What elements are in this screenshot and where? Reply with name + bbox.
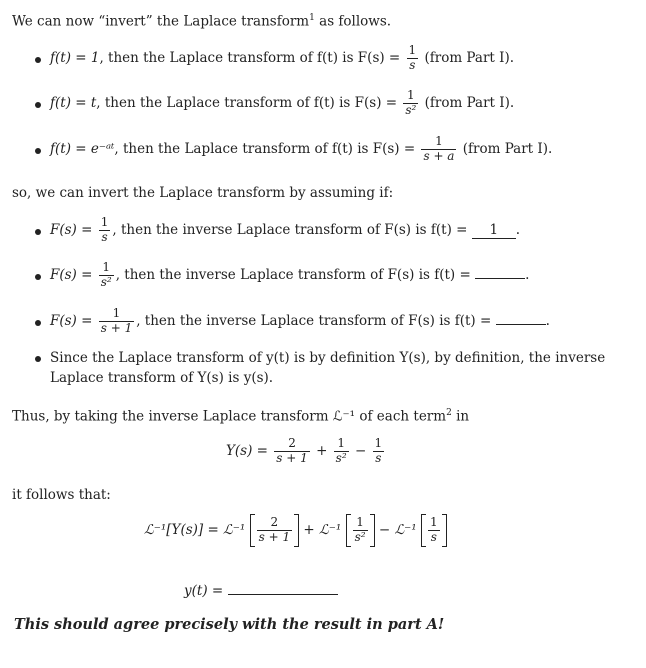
fraction: $\frac{1}{s + 1}$ — [100, 306, 133, 335]
inverse-item-1: F(s) = $\frac{1}{s}$ , then the inverse Laplace transform of F(s) is f(t) = 1 . — [50, 215, 521, 244]
fraction: $\frac{1}{s}$ — [374, 436, 383, 465]
fraction: $\frac{1}{s + a}$ — [423, 134, 455, 163]
fraction: $\frac{1}{\text{s²}}$ — [335, 436, 347, 465]
yt-line: y(t) = — [184, 583, 338, 599]
inverse-equation: ℒ⁻¹[Y(s)] = ℒ⁻¹ $\frac{2}{s + 1}$ + ℒ⁻¹ $\frac{1}{\text{s²}}$ − ℒ⁻¹ $\frac{1}{s}$ — [144, 516, 447, 545]
fraction: $\frac{1}{s}$ — [408, 43, 417, 72]
fraction: $\frac{2}{s + 1}$ — [276, 436, 308, 465]
since-item-line1: Since the Laplace transform of y(t) is by definition Y(s), by definition, the inverse — [50, 350, 606, 366]
so-line: so, we can invert the Laplace transform by assuming if: — [12, 185, 394, 201]
forward-item-3: f(t) = e⁻ᵃᵗ, then the Laplace transform of f(t) is F(s) = $\frac{1}{s + a}$ (from Part I). — [50, 134, 553, 163]
intro-line — [12, 13, 391, 30]
thus-line: Thus, by taking the inverse Laplace transform ℒ⁻¹ of each term$^2$ in — [12, 408, 470, 425]
answer-blank[interactable] — [475, 278, 525, 279]
yt-answer-blank[interactable] — [228, 594, 338, 595]
inverse-item-3: F(s) = $\frac{1}{s + 1}$ , then the inverse Laplace transform of F(s) is f(t) = . — [50, 306, 550, 335]
fraction: $\frac{1}{\text{s²}}$ — [405, 88, 417, 117]
bullet-icon — [35, 320, 41, 326]
footnote-marker-2: 2 — [446, 408, 452, 418]
bullet-icon — [35, 148, 41, 154]
bullet-icon — [35, 356, 41, 362]
bullet-icon — [35, 274, 41, 280]
forward-item-1: f(t) = 1, then the Laplace transform of f(t) is F(s) = $\frac{1}{s}$ (from Part I). — [50, 43, 515, 72]
intro-text: We can now “invert” the Laplace transform — [12, 13, 310, 30]
bracket: $\frac{1}{\text{s²}}$ — [346, 516, 375, 545]
intro-text-end: as follows. — [319, 13, 392, 30]
bracket: $\frac{2}{s + 1}$ — [250, 516, 299, 545]
bullet-icon — [35, 57, 41, 63]
ys-equation: Y(s) = $\frac{2}{s + 1}$ + $\frac{1}{\text{s²}}$ − $\frac{1}{s}$ — [226, 436, 383, 465]
bullet-icon — [35, 102, 41, 108]
fraction: $\frac{1}{s}$ — [100, 215, 109, 244]
footnote-marker-1: 1 — [309, 13, 315, 23]
closing-note: This should agree precisely with the result in part A! — [14, 616, 445, 633]
answer-blank[interactable]: 1 — [472, 223, 516, 239]
forward-item-2: f(t) = t, then the Laplace transform of f(t) is F(s) = $\frac{1}{\text{s²}}$ (from Part I). — [50, 88, 515, 117]
answer-blank[interactable] — [496, 324, 546, 325]
bracket: $\frac{1}{s}$ — [421, 516, 447, 545]
since-item-line2: Laplace transform of Y(s) is y(s). — [50, 370, 274, 386]
bullet-icon — [35, 229, 41, 235]
fraction: $\frac{1}{\text{s²}}$ — [100, 260, 112, 289]
follows-line: it follows that: — [12, 487, 111, 503]
inverse-item-2: F(s) = $\frac{1}{\text{s²}}$ , then the inverse Laplace transform of F(s) is f(t) = . — [50, 260, 530, 289]
